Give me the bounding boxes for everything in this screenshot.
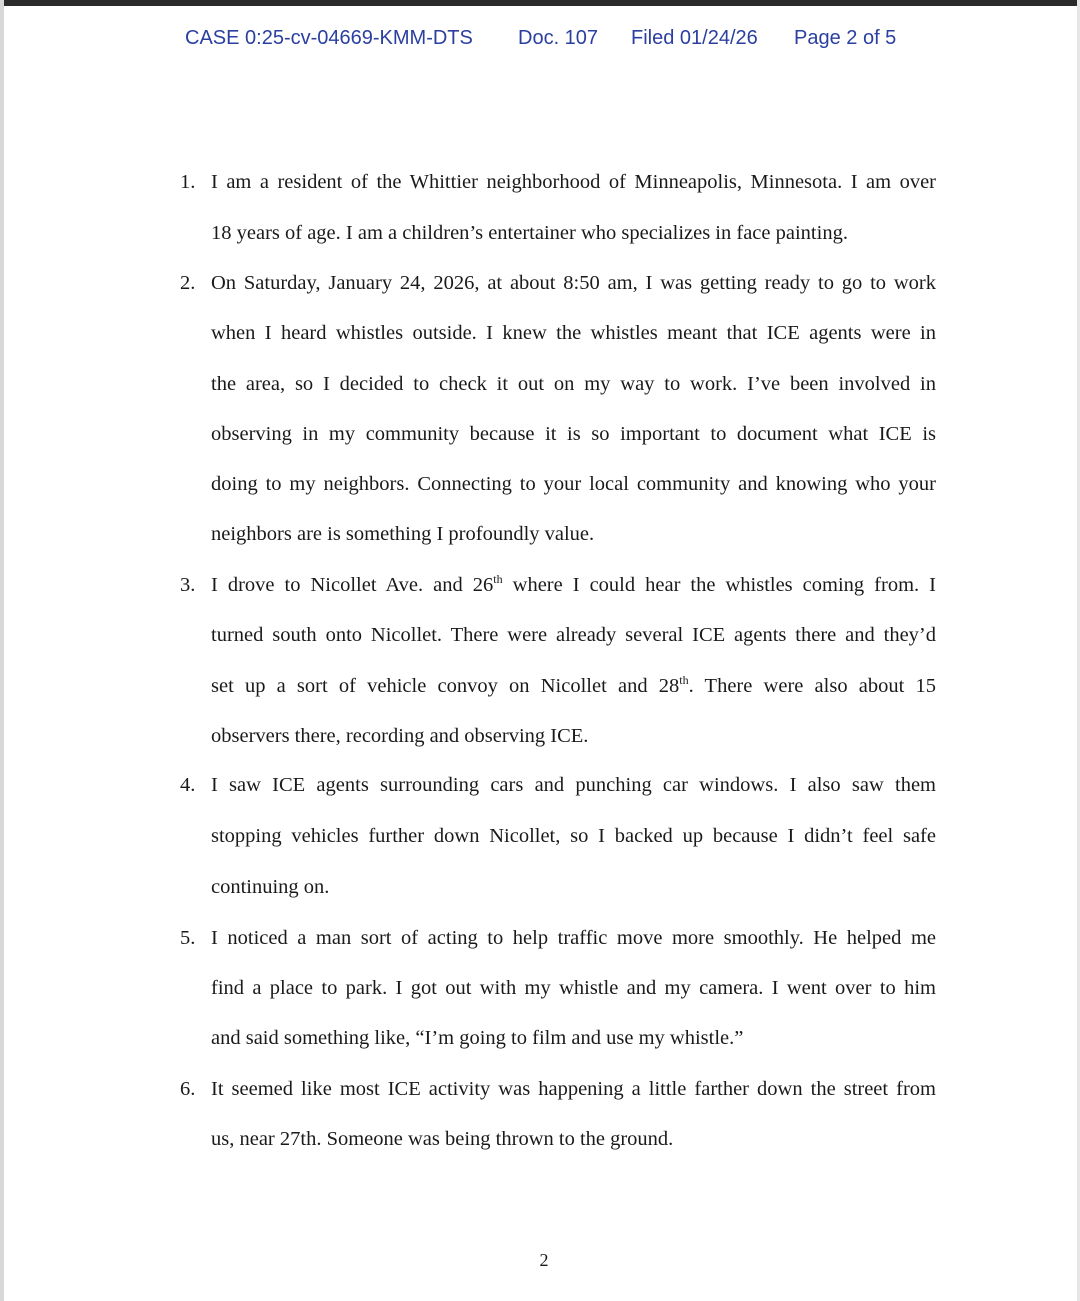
top-border	[0, 0, 1080, 6]
paragraph-line: continuing on.	[211, 876, 330, 898]
paragraph-number: 2.	[180, 272, 196, 294]
paragraph-number: 6.	[180, 1078, 196, 1100]
page-indicator: Page 2 of 5	[794, 27, 897, 49]
case-number: CASE 0:25-cv-04669-KMM-DTS	[185, 27, 473, 49]
paragraph-line	[211, 675, 936, 698]
line-segment: . There were also about 15	[688, 675, 936, 697]
line-segment: set up a sort of vehicle convoy on Nicollet and 28	[211, 675, 680, 697]
paragraph-line	[211, 574, 936, 597]
line-segment: I drove to Nicollet Ave. and 26	[211, 574, 494, 596]
paragraph-line: observers there, recording and observing ICE.	[211, 725, 589, 747]
paragraph-line: find a place to park. I got out with my whistle and my camera. I went over to him	[211, 977, 936, 999]
ordinal-suffix: th	[493, 572, 503, 587]
ordinal-suffix: th	[679, 673, 689, 688]
case-header	[185, 27, 915, 55]
paragraph-line: I noticed a man sort of acting to help traffic move more smoothly. He helped me	[211, 927, 936, 949]
paragraph-line: when I heard whistles outside. I knew the whistles meant that ICE agents were in	[211, 322, 936, 344]
line-segment: where I could hear the whistles coming from. I	[502, 574, 936, 596]
paragraph-line: neighbors are is something I profoundly value.	[211, 523, 595, 545]
paragraph-line: stopping vehicles further down Nicollet, so I backed up because I didn’t feel safe	[211, 825, 936, 847]
paragraph-line: It seemed like most ICE activity was happening a little farther down the street from	[211, 1078, 936, 1100]
paragraph-line: observing in my community because it is so important to document what ICE is	[211, 423, 936, 445]
paragraph-number: 4.	[180, 774, 196, 796]
paragraph-number: 3.	[180, 574, 196, 596]
paragraph-line: I saw ICE agents surrounding cars and punching car windows. I also saw them	[211, 774, 936, 796]
left-page-edge	[0, 0, 4, 1301]
doc-number: Doc. 107	[518, 27, 599, 49]
paragraph-line: turned south onto Nicollet. There were already several ICE agents there and they’d	[211, 624, 936, 646]
page-number: 2	[539, 1250, 549, 1270]
paragraph-line: I am a resident of the Whittier neighborhood of Minneapolis, Minnesota. I am over	[211, 171, 936, 193]
paragraph-line: and said something like, “I’m going to film and use my whistle.”	[211, 1027, 744, 1049]
paragraph-line: 18 years of age. I am a children’s entertainer who specializes in face painting.	[211, 222, 848, 244]
paragraph-line: doing to my neighbors. Connecting to your local community and knowing who your	[211, 473, 936, 495]
paragraph-number: 1.	[180, 171, 196, 193]
paragraph-line: the area, so I decided to check it out on my way to work. I’ve been involved in	[211, 373, 936, 395]
paragraph-line: us, near 27th. Someone was being thrown to the ground.	[211, 1128, 674, 1150]
filed-date: Filed 01/24/26	[631, 27, 758, 49]
paragraph-number: 5.	[180, 927, 196, 949]
paragraph-line: On Saturday, January 24, 2026, at about 8:50 am, I was getting ready to go to work	[211, 272, 936, 294]
